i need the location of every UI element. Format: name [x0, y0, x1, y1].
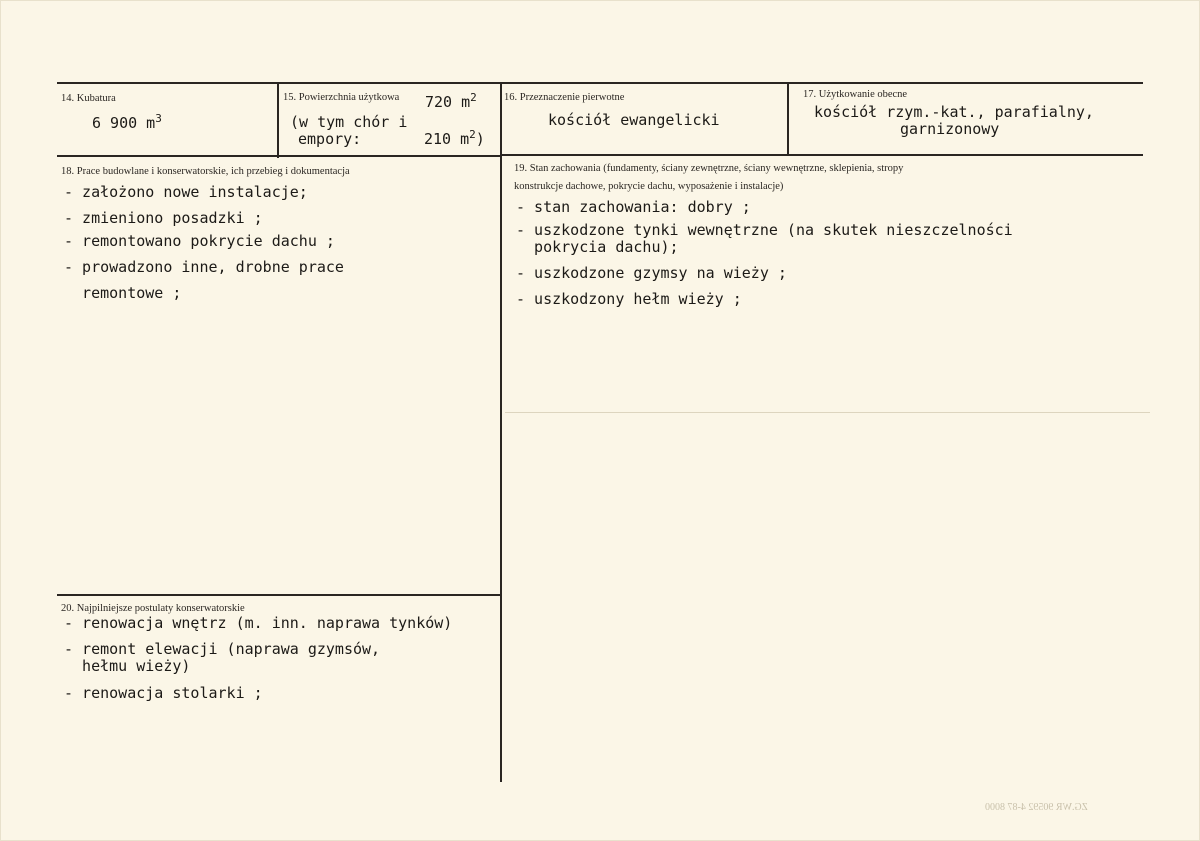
field-17-label: 17. Użytkowanie obecne — [803, 89, 908, 100]
field-20-label: 20. Najpilniejsze postulaty konserwatorskie — [61, 603, 245, 614]
field-15-value-main: 720 $m^2$ — [425, 91, 477, 111]
field-19-item: - uszkodzone tynki wewnętrzne (na skutek nieszczelności — [516, 221, 1013, 239]
top-rule — [57, 82, 1143, 84]
field-15-line3-value: 210 $m^2$) — [424, 128, 485, 148]
field-20-item: - remont elewacji (naprawa gzymsów, — [64, 640, 381, 658]
divider-14-15 — [277, 82, 279, 158]
field-17-value-line1: kościół rzym.-kat., parafialny, — [814, 103, 1094, 121]
field-16-value: kościół ewangelicki — [548, 111, 720, 129]
field-15-line2: (w tym chór i — [290, 113, 408, 131]
field-14-label: 14. Kubatura — [61, 93, 116, 104]
field-18-item: - prowadzono inne, drobne prace — [64, 258, 344, 276]
field-20-item: - renowacja stolarki ; — [64, 684, 263, 702]
field-15-line3: empory: — [298, 130, 362, 148]
field-19-label-line1: 19. Stan zachowania (fundamenty, ściany zewnętrzne, ściany wewnętrzne, sklepienia, stropy — [514, 163, 904, 174]
field-20-item: hełmu wieży) — [64, 657, 191, 675]
field-18-item: - zmieniono posadzki ; — [64, 209, 263, 227]
field-18-item: - remontowano pokrycie dachu ; — [64, 232, 335, 250]
field-18-item: remontowe ; — [64, 284, 182, 302]
field-18-label: 18. Prace budowlane i konserwatorskie, ich przebieg i dokumentacja — [61, 166, 350, 177]
faint-guide-line — [505, 412, 1150, 413]
field-16-label: 16. Przeznaczenie pierwotne — [504, 92, 625, 103]
field-19-item: - uszkodzone gzymsy na wieży ; — [516, 264, 787, 282]
field-15-label: 15. Powierzchnia użytkowa — [283, 92, 400, 103]
field-19-item: pokrycia dachu); — [516, 238, 679, 256]
print-mark: ZG.WR 90592 4-87 8000 — [985, 802, 1088, 813]
main-vertical-divider — [500, 82, 502, 782]
field-18-item: - założono nowe instalacje; — [64, 183, 308, 201]
field-19-item: - uszkodzony hełm wieży ; — [516, 290, 742, 308]
header-bottom-rule-right — [500, 154, 1143, 156]
field-19-item: - stan zachowania: dobry ; — [516, 198, 751, 216]
field-20-item: - renowacja wnętrz (m. inn. naprawa tynków) — [64, 614, 453, 632]
section-20-top-rule — [57, 594, 500, 596]
field-19-label-line2: konstrukcje dachowe, pokrycie dachu, wyposażenie i instalacje) — [514, 181, 784, 192]
field-14-value: 6 900 $m^3$ — [92, 112, 162, 132]
divider-16-17 — [787, 82, 789, 155]
field-17-value-line2: garnizonowy — [900, 120, 1000, 138]
